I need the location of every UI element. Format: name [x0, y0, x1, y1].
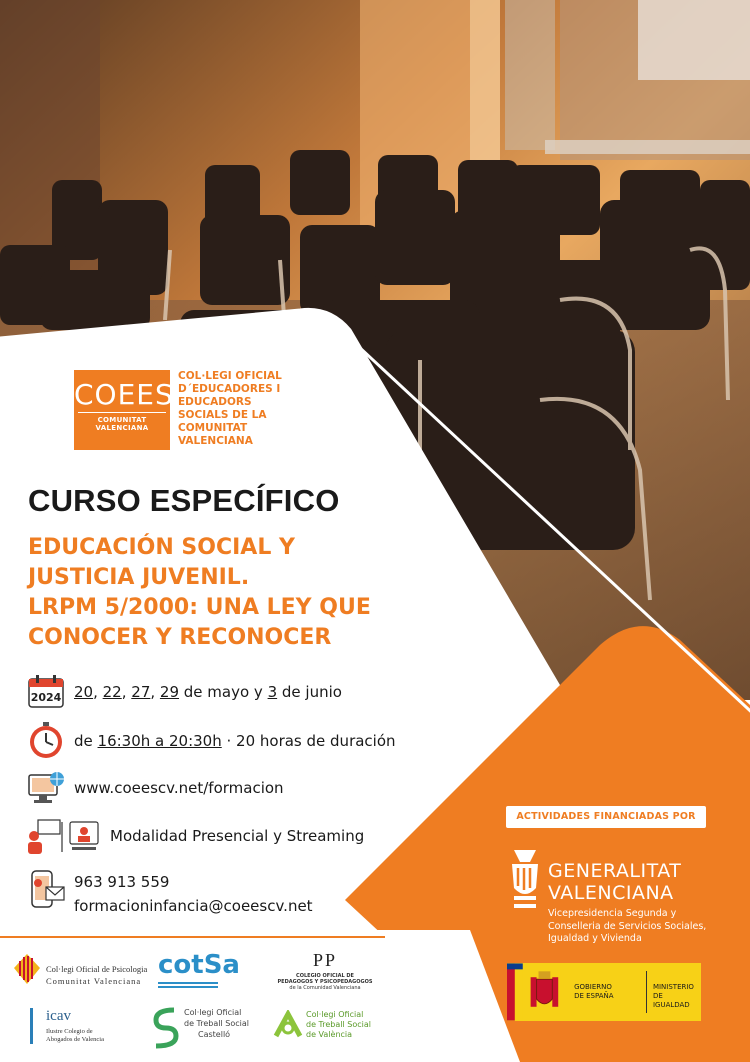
dates-text [74, 683, 342, 701]
generalitat-title-line: GENERALITAT [548, 860, 682, 882]
generalitat-title-line: VALENCIANA [548, 882, 674, 904]
ministerio-text [647, 963, 701, 1021]
treball-social-valencia-icon [272, 1010, 304, 1040]
computer-globe-icon [24, 768, 68, 808]
treball-social-valencia-line: Col·legi Oficial [306, 1010, 364, 1019]
date-day: 27 [131, 683, 151, 701]
date-month-text: de mayo y [179, 683, 268, 701]
generalitat-department [548, 908, 706, 946]
partner-psicologia-logo [12, 952, 152, 992]
generalitat-department-line: Igualdad y Vivienda [548, 933, 642, 944]
icav-sub: Ilustre Colegio de [46, 1028, 93, 1035]
phone-mail-icon [24, 868, 68, 914]
contact-row [24, 868, 313, 918]
psicologia-shield-icon [12, 952, 42, 986]
treball-social-valencia-line: de València [306, 1030, 353, 1039]
phone-number[interactable]: 963 913 559 [74, 873, 170, 891]
organizer-name-line: D´EDUCADORES I [178, 383, 281, 395]
pedagogos-sub: PEDAGOGOS Y PSICOPEDAGOGOS [277, 979, 373, 985]
coees-logo-big: COEES [74, 378, 174, 411]
time-duration: · 20 horas de duración [221, 732, 396, 750]
treball-social-castello-line: Col·legi Oficial [184, 1008, 242, 1017]
dates-row [24, 672, 342, 712]
organizer-name-line: COMUNITAT [178, 422, 248, 434]
partner-cotsa-logo [158, 950, 248, 992]
email-address[interactable]: formacioninfancia@coeescv.net [74, 897, 313, 915]
generalitat-title [548, 860, 681, 904]
calendar-icon [24, 672, 68, 712]
ministerio-text-line: DE IGUALDAD [652, 992, 690, 1009]
pedagogos-mark: PP [312, 950, 338, 970]
website-row [24, 768, 284, 808]
organizer-name [178, 370, 318, 448]
time-row [24, 721, 396, 761]
coees-logo-small: COMUNITAT VALENCIANA [95, 416, 149, 432]
treball-social-castello-icon [150, 1006, 180, 1050]
date-sep: , [121, 683, 132, 701]
financed-by-badge: ACTIVIDADES FINANCIADAS POR [506, 806, 706, 828]
modality-text: Modalidad Presencial y Streaming [110, 827, 365, 845]
generalitat-department-line: Conselleria de Servicios Sociales, [548, 920, 707, 932]
date-day: 3 [267, 683, 278, 701]
pedagogos-sub: de la Comunidad Valenciana [289, 985, 361, 991]
treball-social-castello-line: de Treball Social [184, 1019, 249, 1028]
website-link[interactable]: www.coeescv.net/formacion [74, 779, 284, 797]
modality-row [24, 816, 364, 856]
presencial-streaming-icon [24, 816, 104, 856]
clock-icon [24, 721, 68, 761]
course-type: CURSO ESPECÍFICO [28, 483, 340, 518]
calendar-year: 2024 [30, 691, 62, 704]
organizer-name-line: VALENCIANA [178, 435, 253, 447]
partner-pedagogos-logo [275, 950, 375, 998]
ministerio-text-line: MINISTERIO [652, 983, 694, 991]
course-title-line: CONOCER Y RECONOCER [28, 625, 332, 650]
time-pre: de [74, 732, 98, 750]
cotsa-wordmark: cotSa [158, 950, 240, 980]
date-sep: , [93, 683, 103, 701]
partner-treball-social-castello-logo [150, 1004, 260, 1054]
date-sep: , [150, 683, 160, 701]
contact-text [74, 870, 313, 918]
gobierno-text-line: DE ESPAÑA [574, 992, 614, 1000]
gobierno-text-line: GOBIERNO [574, 983, 612, 991]
generalitat-department-line: Vicepresidencia Segunda y [548, 908, 677, 919]
time-text [74, 732, 396, 750]
date-day: 20 [74, 683, 94, 701]
course-title [28, 533, 448, 653]
treball-social-valencia-line: de Treball Social [306, 1020, 371, 1029]
time-range: 16:30h a 20:30h [97, 732, 222, 750]
course-title-line: EDUCACIÓN SOCIAL Y [28, 535, 295, 560]
date-day: 22 [102, 683, 122, 701]
date-month-text: de junio [277, 683, 342, 701]
gobierno-text [568, 971, 647, 1013]
psicologia-sub: Comunitat Valenciana [46, 976, 142, 986]
organizer-name-line: EDUCADORS [178, 396, 252, 408]
generalitat-logo [508, 846, 738, 956]
spain-coat-of-arms-icon [507, 963, 568, 1021]
generalitat-emblem-icon [508, 848, 542, 918]
psicologia-name: Col·legi Oficial de Psicologia [46, 964, 148, 974]
organizer-name-line: SOCIALS DE LA [178, 409, 267, 421]
treball-social-castello-line: Castelló [198, 1030, 231, 1039]
pedagogos-sub: COLEGIO OFICIAL DE [296, 973, 354, 979]
gobierno-espana-logo [507, 963, 701, 1021]
partner-icav-logo [30, 1008, 140, 1050]
organizer-name-line: COL·LEGI OFICIAL [178, 370, 282, 382]
icav-sub: Abogados de Valencia [46, 1036, 105, 1043]
coees-logo [74, 370, 174, 450]
course-title-line: JUSTICIA JUVENIL. [28, 565, 250, 590]
icav-wordmark: icav [46, 1008, 71, 1024]
partner-treball-social-valencia-logo [272, 1008, 382, 1052]
course-title-line: LRPM 5/2000: UNA LEY QUE [28, 595, 371, 620]
date-day: 29 [159, 683, 180, 701]
